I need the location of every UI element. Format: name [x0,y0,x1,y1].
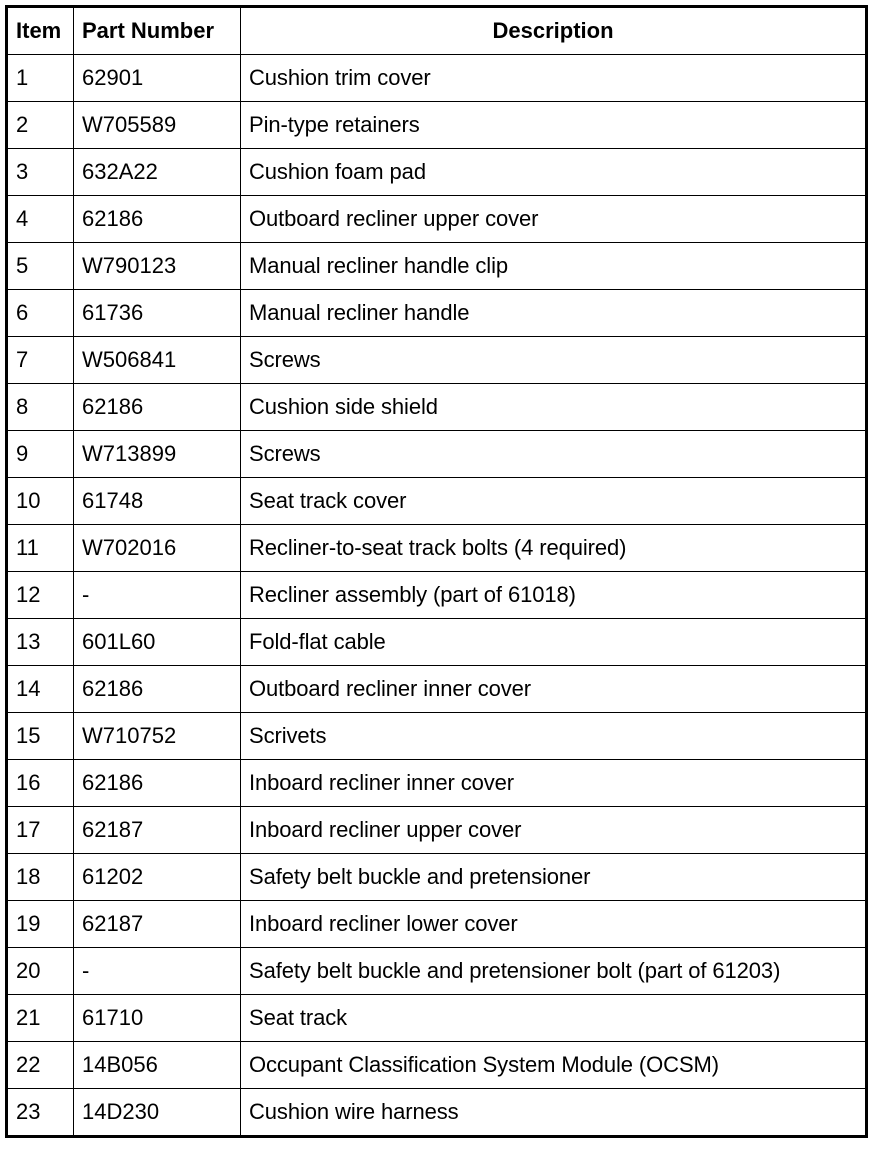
cell-item: 14 [7,666,74,713]
cell-description: Recliner-to-seat track bolts (4 required) [241,525,867,572]
cell-part-number: - [74,572,241,619]
table-row [7,901,867,948]
cell-item: 20 [7,948,74,995]
cell-part-number: W702016 [74,525,241,572]
header-description: Description [241,7,867,55]
table-row [7,290,867,337]
cell-part-number: 62186 [74,384,241,431]
cell-part-number: 61202 [74,854,241,901]
table-row [7,149,867,196]
cell-part-number: W790123 [74,243,241,290]
cell-description: Manual recliner handle [241,290,867,337]
cell-description: Fold-flat cable [241,619,867,666]
cell-part-number: W710752 [74,713,241,760]
cell-description: Occupant Classification System Module (OCSM) [241,1042,867,1089]
table-row [7,243,867,290]
cell-description: Screws [241,337,867,384]
cell-part-number: 601L60 [74,619,241,666]
cell-item: 18 [7,854,74,901]
table-row [7,666,867,713]
cell-part-number: 62901 [74,55,241,102]
cell-part-number: 14D230 [74,1089,241,1137]
parts-table [5,5,868,1138]
cell-item: 23 [7,1089,74,1137]
cell-item: 3 [7,149,74,196]
table-row [7,854,867,901]
cell-item: 7 [7,337,74,384]
cell-item: 4 [7,196,74,243]
cell-part-number: 61710 [74,995,241,1042]
cell-part-number: 62186 [74,666,241,713]
cell-description: Cushion wire harness [241,1089,867,1137]
cell-part-number: 61736 [74,290,241,337]
cell-description: Cushion foam pad [241,149,867,196]
cell-part-number: W705589 [74,102,241,149]
cell-part-number: - [74,948,241,995]
cell-item: 17 [7,807,74,854]
cell-part-number: 61748 [74,478,241,525]
cell-description: Cushion side shield [241,384,867,431]
cell-description: Safety belt buckle and pretensioner [241,854,867,901]
cell-item: 5 [7,243,74,290]
cell-item: 15 [7,713,74,760]
table-row [7,55,867,102]
table-row [7,572,867,619]
header-part-number: Part Number [74,7,241,55]
table-row [7,995,867,1042]
cell-description: Seat track [241,995,867,1042]
table-row [7,807,867,854]
cell-item: 9 [7,431,74,478]
cell-description: Inboard recliner lower cover [241,901,867,948]
cell-part-number: 62186 [74,760,241,807]
cell-item: 10 [7,478,74,525]
table-row [7,431,867,478]
cell-description: Inboard recliner upper cover [241,807,867,854]
header-row [7,7,867,55]
cell-part-number: W506841 [74,337,241,384]
cell-description: Screws [241,431,867,478]
cell-description: Seat track cover [241,478,867,525]
cell-description: Outboard recliner upper cover [241,196,867,243]
cell-item: 1 [7,55,74,102]
cell-description: Safety belt buckle and pretensioner bolt (part of 61203) [241,948,867,995]
cell-description: Manual recliner handle clip [241,243,867,290]
cell-item: 12 [7,572,74,619]
cell-item: 11 [7,525,74,572]
cell-description: Pin-type retainers [241,102,867,149]
cell-part-number: 14B056 [74,1042,241,1089]
table-row [7,948,867,995]
cell-item: 2 [7,102,74,149]
cell-item: 16 [7,760,74,807]
table-body [7,55,867,1137]
table-row [7,713,867,760]
header-item: Item [7,7,74,55]
table-row [7,384,867,431]
cell-part-number: 632A22 [74,149,241,196]
table-row [7,760,867,807]
cell-part-number: W713899 [74,431,241,478]
cell-part-number: 62187 [74,901,241,948]
table-row [7,1089,867,1137]
cell-description: Cushion trim cover [241,55,867,102]
table-row [7,619,867,666]
cell-item: 22 [7,1042,74,1089]
table-row [7,478,867,525]
table-row [7,337,867,384]
cell-item: 19 [7,901,74,948]
cell-description: Inboard recliner inner cover [241,760,867,807]
cell-description: Outboard recliner inner cover [241,666,867,713]
cell-item: 6 [7,290,74,337]
table-row [7,1042,867,1089]
table-row [7,196,867,243]
cell-item: 8 [7,384,74,431]
cell-part-number: 62186 [74,196,241,243]
cell-description: Scrivets [241,713,867,760]
cell-description: Recliner assembly (part of 61018) [241,572,867,619]
cell-item: 13 [7,619,74,666]
table-row [7,102,867,149]
cell-part-number: 62187 [74,807,241,854]
cell-item: 21 [7,995,74,1042]
table-row [7,525,867,572]
